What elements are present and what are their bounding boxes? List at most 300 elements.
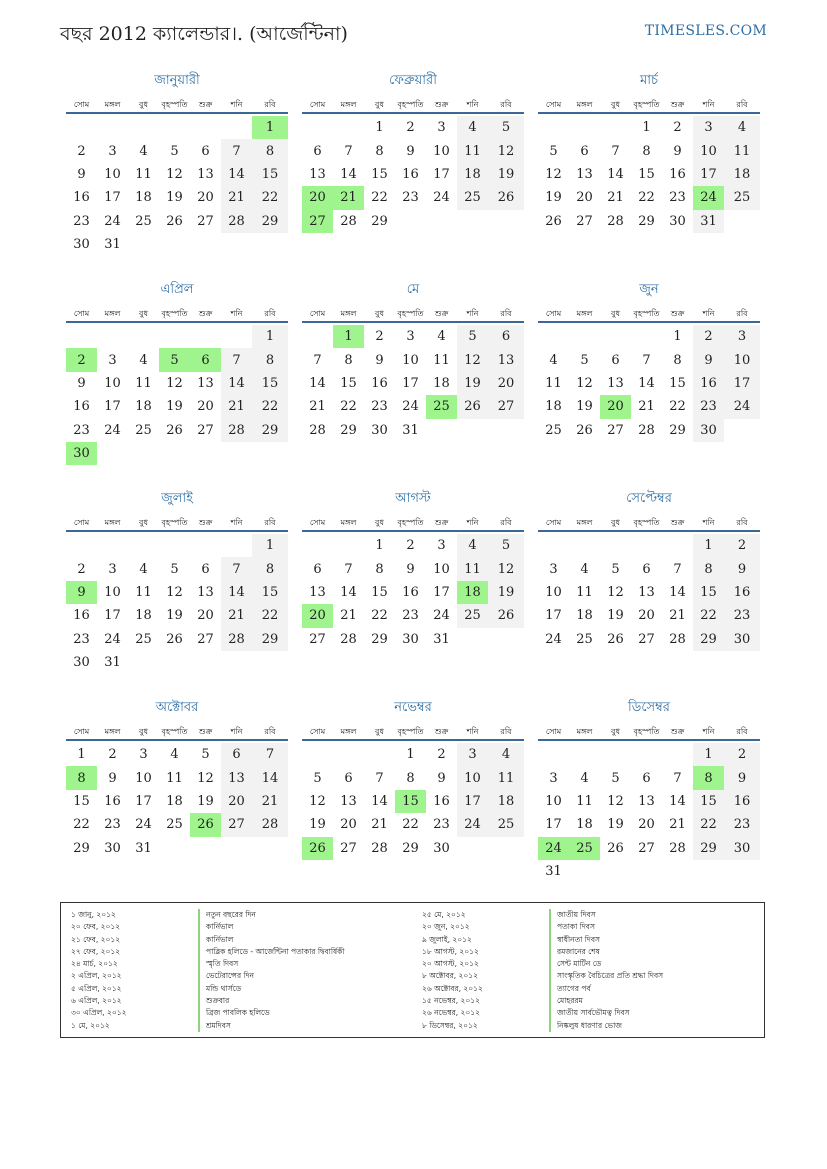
weekday-label: বুধ <box>375 518 384 527</box>
day-cell: 22 <box>693 604 724 627</box>
day-cell: 26 <box>457 395 488 418</box>
day-cell: 18 <box>166 793 183 809</box>
empty-day-cell <box>159 325 190 348</box>
day-cell: 17 <box>693 163 724 186</box>
day-cell: 5 <box>580 352 589 368</box>
holiday-list-item <box>71 934 345 946</box>
day-cell: 11 <box>576 793 593 809</box>
month-name: জুন <box>639 282 659 297</box>
day-cell: 25 <box>135 213 152 229</box>
holiday-name: পাব্লিক হলিডে - আর্জেন্টিনা পতাকার দ্বিবার্ষিকী <box>198 946 345 958</box>
month-name: ফেব্রুয়ারী <box>389 73 437 88</box>
day-cell: 29 <box>340 422 357 438</box>
day-cell: 19 <box>545 190 562 206</box>
day-cell: 14 <box>340 166 357 182</box>
empty-day-cell <box>190 116 221 139</box>
day-cell: 17 <box>433 584 450 600</box>
day-cell: 17 <box>104 190 121 206</box>
weekday-label: শুক্র <box>434 518 449 527</box>
day-cell: 6 <box>642 561 651 577</box>
day-grid <box>66 743 288 860</box>
day-cell: 23 <box>433 817 450 833</box>
weekday-label: মঙ্গল <box>104 100 121 109</box>
empty-day-cell <box>221 325 252 348</box>
day-cell: 7 <box>673 561 682 577</box>
day-cell: 1 <box>375 120 384 136</box>
weekday-label: শনি <box>466 727 479 736</box>
weekday-label: রবি <box>500 727 512 736</box>
day-cell: 27 <box>638 631 655 647</box>
day-cell: 19 <box>309 817 326 833</box>
month-block <box>302 72 524 233</box>
weekday-label: বুধ <box>139 727 148 736</box>
day-cell: 3 <box>549 561 558 577</box>
weekday-label: মঙ্গল <box>104 727 121 736</box>
weekday-label: বুধ <box>375 727 384 736</box>
day-cell: 2 <box>724 534 760 557</box>
empty-day-cell <box>190 534 221 557</box>
day-cell: 10 <box>104 584 121 600</box>
month-name: অক্টোবর <box>155 700 199 715</box>
day-cell: 10 <box>433 561 450 577</box>
day-cell: 24 <box>135 817 152 833</box>
day-cell: 5 <box>170 143 179 159</box>
holiday-day-cell: 25 <box>426 395 457 418</box>
day-cell: 11 <box>457 557 488 580</box>
weekday-label: সোম <box>73 518 90 527</box>
holiday-list-item <box>71 983 345 995</box>
holiday-name: মোহররম <box>549 995 583 1007</box>
day-cell: 11 <box>433 352 450 368</box>
day-cell: 16 <box>371 375 388 391</box>
day-cell: 13 <box>638 793 655 809</box>
day-cell: 19 <box>166 608 183 624</box>
site-logo-text[interactable]: TIMESLES.COM <box>644 23 767 39</box>
day-cell: 25 <box>135 631 152 647</box>
weekday-label: শনি <box>466 100 479 109</box>
empty-day-cell <box>538 743 569 766</box>
holiday-name: শ্রমদিবস <box>198 1020 231 1032</box>
day-cell: 28 <box>309 422 326 438</box>
month-name: ডিসেম্বর <box>628 700 670 715</box>
holiday-list-item <box>71 921 345 933</box>
weekday-label: রবি <box>500 309 512 318</box>
weekday-label: মঙ্গল <box>576 309 593 318</box>
day-cell: 17 <box>104 399 121 415</box>
day-cell: 29 <box>371 213 388 229</box>
day-cell: 18 <box>488 790 524 813</box>
day-cell: 26 <box>166 213 183 229</box>
weekday-label: সোম <box>545 309 562 318</box>
day-cell: 14 <box>669 793 686 809</box>
day-cell: 29 <box>638 213 655 229</box>
day-cell: 23 <box>104 817 121 833</box>
day-cell: 31 <box>402 422 419 438</box>
day-cell: 31 <box>104 237 121 253</box>
day-cell: 2 <box>77 143 86 159</box>
day-cell: 16 <box>433 793 450 809</box>
day-cell: 15 <box>252 581 288 604</box>
empty-day-cell <box>66 325 97 348</box>
day-cell: 27 <box>197 631 214 647</box>
day-cell: 6 <box>611 352 620 368</box>
day-cell: 6 <box>580 143 589 159</box>
weekday-label: রবি <box>264 309 276 318</box>
day-cell: 26 <box>607 840 624 856</box>
day-cell: 21 <box>669 817 686 833</box>
month-name: সেপ্টেম্বর <box>626 491 672 506</box>
day-cell: 13 <box>488 348 524 371</box>
day-cell: 9 <box>673 143 682 159</box>
day-cell: 25 <box>135 422 152 438</box>
empty-day-cell <box>538 325 569 348</box>
day-cell: 25 <box>576 631 593 647</box>
weekday-label: সোম <box>309 100 326 109</box>
day-cell: 6 <box>642 770 651 786</box>
holiday-name: কার্নিভাল <box>198 921 233 933</box>
day-cell: 23 <box>669 190 686 206</box>
holiday-name: ত্যাগের পর্ব <box>549 983 591 995</box>
weekday-label: বৃহস্পতি <box>161 309 188 318</box>
day-cell: 16 <box>104 793 121 809</box>
empty-day-cell <box>569 743 600 766</box>
holiday-date: ১ মে, ২০১২ <box>71 1020 110 1030</box>
day-cell: 21 <box>252 790 288 813</box>
empty-day-cell <box>631 743 662 766</box>
day-grid <box>538 534 760 651</box>
day-cell: 6 <box>313 143 322 159</box>
weekday-header <box>538 98 760 114</box>
weekday-label: সোম <box>309 727 326 736</box>
day-cell: 7 <box>252 743 288 766</box>
day-cell: 19 <box>607 817 624 833</box>
empty-day-cell <box>662 534 693 557</box>
empty-day-cell <box>600 325 631 348</box>
weekday-label: শুক্র <box>670 727 685 736</box>
day-cell: 16 <box>402 584 419 600</box>
day-cell: 10 <box>457 766 488 789</box>
day-grid <box>302 325 524 442</box>
day-cell: 22 <box>252 604 288 627</box>
weekday-label: সোম <box>73 100 90 109</box>
weekday-label: বৃহস্পতি <box>161 518 188 527</box>
holiday-day-cell: 2 <box>66 348 97 371</box>
empty-day-cell <box>333 743 364 766</box>
day-cell: 28 <box>221 628 252 651</box>
day-cell: 8 <box>252 139 288 162</box>
day-cell: 30 <box>402 631 419 647</box>
day-cell: 14 <box>669 584 686 600</box>
day-cell: 5 <box>611 561 620 577</box>
day-cell: 14 <box>221 372 252 395</box>
empty-day-cell <box>302 116 333 139</box>
weekday-label: রবি <box>736 727 748 736</box>
holiday-day-cell: 20 <box>302 186 333 209</box>
day-cell: 11 <box>457 139 488 162</box>
weekday-label: শুক্র <box>198 309 213 318</box>
weekday-label: বুধ <box>139 309 148 318</box>
weekday-label: বৃহস্পতি <box>161 100 188 109</box>
month-block <box>302 281 524 442</box>
day-cell: 24 <box>724 395 760 418</box>
month-name: মে <box>406 282 420 297</box>
day-cell: 30 <box>73 237 90 253</box>
holiday-date: ৫ এপ্রিল, ২০১২ <box>71 983 122 993</box>
day-cell: 2 <box>406 120 415 136</box>
day-cell: 25 <box>457 604 488 627</box>
holiday-date: ১৮ আগস্ট, ২০১২ <box>422 946 479 956</box>
day-cell: 19 <box>197 793 214 809</box>
day-cell: 14 <box>309 375 326 391</box>
day-grid <box>302 534 524 651</box>
day-cell: 11 <box>724 139 760 162</box>
day-cell: 23 <box>402 608 419 624</box>
holiday-date: ২ এপ্রিল, ২০১২ <box>71 971 122 981</box>
day-cell: 28 <box>340 631 357 647</box>
day-cell: 31 <box>693 210 724 233</box>
holiday-day-cell: 20 <box>600 395 631 418</box>
day-cell: 23 <box>724 813 760 836</box>
day-cell: 5 <box>488 116 524 139</box>
empty-day-cell <box>221 116 252 139</box>
weekday-label: মঙ্গল <box>576 518 593 527</box>
day-grid <box>302 116 524 233</box>
holiday-date: ২০ জুন, ২০১২ <box>422 922 470 932</box>
day-cell: 14 <box>252 766 288 789</box>
day-cell: 18 <box>457 163 488 186</box>
holiday-date: ২৭ ফেব, ২০১২ <box>71 946 121 956</box>
empty-day-cell <box>97 534 128 557</box>
day-cell: 14 <box>638 375 655 391</box>
day-cell: 30 <box>433 840 450 856</box>
day-cell: 3 <box>693 116 724 139</box>
holiday-date: ২৪ মার্চ, ২০১২ <box>71 959 118 969</box>
holiday-day-cell: 1 <box>333 325 364 348</box>
day-cell: 14 <box>340 584 357 600</box>
holiday-column-right <box>422 909 663 1032</box>
day-cell: 12 <box>457 348 488 371</box>
day-cell: 13 <box>221 766 252 789</box>
day-cell: 7 <box>611 143 620 159</box>
day-cell: 25 <box>724 186 760 209</box>
day-cell: 31 <box>104 655 121 671</box>
day-cell: 12 <box>607 793 624 809</box>
weekday-label: রবি <box>736 518 748 527</box>
holiday-list-item <box>71 946 345 958</box>
day-cell: 20 <box>488 372 524 395</box>
holiday-name: সেন্ট মার্টিন ডে <box>549 958 601 970</box>
weekday-header <box>538 516 760 532</box>
day-cell: 21 <box>221 604 252 627</box>
day-cell: 11 <box>135 166 152 182</box>
day-cell: 11 <box>135 375 152 391</box>
day-cell: 7 <box>221 139 252 162</box>
day-cell: 9 <box>724 766 760 789</box>
day-cell: 5 <box>549 143 558 159</box>
weekday-label: রবি <box>736 100 748 109</box>
weekday-label: বৃহস্পতি <box>397 309 424 318</box>
day-cell: 21 <box>221 395 252 418</box>
day-cell: 22 <box>638 190 655 206</box>
weekday-label: শনি <box>702 100 715 109</box>
day-cell: 10 <box>135 770 152 786</box>
day-cell: 28 <box>607 213 624 229</box>
day-cell: 13 <box>576 166 593 182</box>
day-cell: 19 <box>166 190 183 206</box>
weekday-header <box>538 307 760 323</box>
weekday-label: বৃহস্পতি <box>397 727 424 736</box>
day-cell: 19 <box>488 581 524 604</box>
day-cell: 12 <box>166 375 183 391</box>
day-cell: 21 <box>221 186 252 209</box>
holiday-date: ২১ ফেব, ২০১২ <box>71 934 121 944</box>
day-cell: 5 <box>611 770 620 786</box>
weekday-label: শনি <box>230 100 243 109</box>
holiday-name: জাতীয় সার্বভৌমত্ব দিবস <box>549 1007 630 1019</box>
day-cell: 20 <box>638 817 655 833</box>
day-cell: 24 <box>402 399 419 415</box>
day-cell: 20 <box>576 190 593 206</box>
day-cell: 23 <box>724 604 760 627</box>
day-cell: 13 <box>638 584 655 600</box>
weekday-label: মঙ্গল <box>340 727 357 736</box>
day-cell: 18 <box>724 163 760 186</box>
holiday-day-cell: 30 <box>66 442 97 465</box>
holiday-day-cell: 18 <box>457 581 488 604</box>
day-cell: 12 <box>545 166 562 182</box>
day-cell: 10 <box>693 139 724 162</box>
day-cell: 7 <box>221 348 252 371</box>
holiday-name: নতুন বছরের দিন <box>198 909 256 921</box>
empty-day-cell <box>600 534 631 557</box>
day-cell: 6 <box>313 561 322 577</box>
day-cell: 11 <box>166 770 183 786</box>
day-grid <box>66 325 288 465</box>
day-cell: 10 <box>433 143 450 159</box>
day-cell: 10 <box>402 352 419 368</box>
empty-day-cell <box>221 534 252 557</box>
day-cell: 4 <box>139 143 148 159</box>
holiday-list-item <box>71 1020 345 1032</box>
weekday-label: বুধ <box>375 100 384 109</box>
weekday-label: বৃহস্পতি <box>397 518 424 527</box>
holiday-list <box>60 902 765 1038</box>
day-cell: 18 <box>433 375 450 391</box>
day-cell: 29 <box>693 837 724 860</box>
day-cell: 24 <box>104 631 121 647</box>
day-cell: 17 <box>724 372 760 395</box>
day-cell: 5 <box>457 325 488 348</box>
day-cell: 7 <box>375 770 384 786</box>
day-cell: 18 <box>135 399 152 415</box>
day-cell: 12 <box>488 557 524 580</box>
day-cell: 1 <box>406 747 415 763</box>
day-cell: 4 <box>170 747 179 763</box>
weekday-header <box>66 98 288 114</box>
day-cell: 17 <box>433 166 450 182</box>
day-cell: 27 <box>221 813 252 836</box>
month-block <box>66 490 288 674</box>
empty-day-cell <box>662 743 693 766</box>
weekday-label: শনি <box>230 727 243 736</box>
day-cell: 1 <box>693 534 724 557</box>
day-cell: 2 <box>108 747 117 763</box>
day-cell: 24 <box>104 422 121 438</box>
day-cell: 6 <box>201 561 210 577</box>
holiday-list-item <box>422 958 663 970</box>
day-cell: 15 <box>638 166 655 182</box>
empty-day-cell <box>569 325 600 348</box>
day-cell: 20 <box>221 790 252 813</box>
day-cell: 23 <box>73 213 90 229</box>
day-cell: 12 <box>576 375 593 391</box>
month-block <box>538 281 760 442</box>
day-cell: 9 <box>77 166 86 182</box>
weekday-label: রবি <box>264 727 276 736</box>
day-cell: 15 <box>693 581 724 604</box>
day-cell: 1 <box>77 747 86 763</box>
weekday-label: শুক্র <box>198 100 213 109</box>
day-cell: 5 <box>313 770 322 786</box>
day-cell: 1 <box>252 325 288 348</box>
month-name: মার্চ <box>639 73 658 88</box>
day-cell: 3 <box>108 561 117 577</box>
day-cell: 1 <box>252 534 288 557</box>
day-cell: 2 <box>375 329 384 345</box>
day-cell: 9 <box>108 770 117 786</box>
day-cell: 20 <box>197 608 214 624</box>
day-cell: 3 <box>406 329 415 345</box>
day-cell: 19 <box>166 399 183 415</box>
day-cell: 18 <box>135 608 152 624</box>
month-name: এপ্রিল <box>160 282 194 297</box>
empty-day-cell <box>364 743 395 766</box>
weekday-label: মঙ্গল <box>340 100 357 109</box>
day-cell: 4 <box>437 329 446 345</box>
holiday-list-item <box>71 995 345 1007</box>
day-cell: 22 <box>252 395 288 418</box>
day-cell: 12 <box>607 584 624 600</box>
holiday-list-item <box>422 1020 663 1032</box>
weekday-label: সোম <box>545 727 562 736</box>
weekday-label: সোম <box>73 727 90 736</box>
day-cell: 22 <box>669 399 686 415</box>
day-cell: 26 <box>166 631 183 647</box>
day-cell: 21 <box>607 190 624 206</box>
weekday-label: রবি <box>264 518 276 527</box>
day-cell: 22 <box>252 186 288 209</box>
day-cell: 7 <box>673 770 682 786</box>
holiday-list-item <box>71 1007 345 1019</box>
holiday-date: ২৬ নভেম্বর, ২০১২ <box>422 1008 481 1018</box>
day-cell: 4 <box>488 743 524 766</box>
day-cell: 26 <box>488 186 524 209</box>
holiday-name: শুক্রবার <box>198 995 229 1007</box>
weekday-label: শুক্র <box>670 518 685 527</box>
day-grid <box>538 116 760 233</box>
day-cell: 22 <box>693 813 724 836</box>
holiday-day-cell: 26 <box>190 813 221 836</box>
day-cell: 2 <box>406 538 415 554</box>
day-cell: 16 <box>724 790 760 813</box>
empty-day-cell <box>66 534 97 557</box>
day-cell: 28 <box>371 840 388 856</box>
day-cell: 23 <box>371 399 388 415</box>
day-cell: 15 <box>371 166 388 182</box>
day-cell: 5 <box>488 534 524 557</box>
day-cell: 20 <box>197 399 214 415</box>
holiday-list-item <box>422 1007 663 1019</box>
